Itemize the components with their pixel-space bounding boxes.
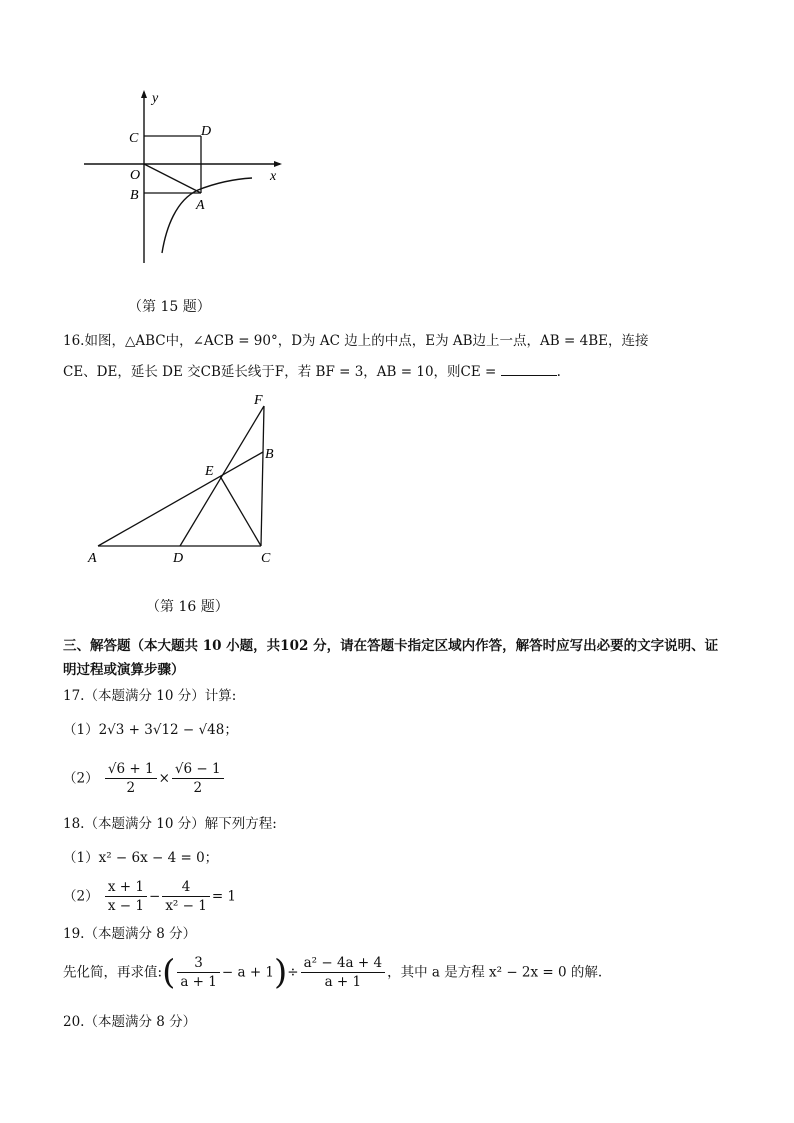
label-d: D: [201, 124, 212, 139]
label-e: E: [205, 464, 214, 479]
segment-ab: [98, 452, 263, 546]
numerator: a² − 4a + 4: [301, 954, 385, 973]
left-paren: (: [162, 952, 176, 993]
expression-term: − a + 1: [221, 964, 275, 981]
q17-part2-label: （2）: [63, 770, 99, 787]
label-b: B: [130, 188, 139, 203]
hyperbola-curve: [162, 178, 252, 253]
q19-suffix: ，其中 a 是方程 x² − 2x = 0 的解.: [387, 964, 603, 981]
q18-part1-expr: x² − 6x − 4 = 0；: [98, 850, 219, 866]
x-axis-arrow: [274, 161, 282, 167]
q19-body: [63, 954, 602, 991]
numerator: 4: [162, 878, 210, 897]
numerator: √6 + 1: [105, 760, 157, 779]
denominator: 2: [126, 780, 136, 796]
fraction: [177, 954, 220, 991]
label-o: O: [130, 168, 141, 183]
q16-line1: 16.如图，△ABC中，∠ACB = 90°，D为 AC 边上的中点，E为 AB边上一点，AB = 4BE，连接: [63, 333, 649, 349]
numerator: x + 1: [105, 878, 147, 897]
denominator: a + 1: [324, 974, 362, 990]
fraction: [301, 954, 385, 991]
label-a: A: [88, 551, 97, 566]
q16-line2: [63, 361, 561, 382]
q17-part1-expr: 2√3 + 3√12 − √48；: [98, 722, 238, 738]
q17-part1-label: （1）: [63, 722, 99, 738]
denominator: x − 1: [107, 898, 144, 914]
label-c: C: [129, 131, 139, 146]
label-y: y: [152, 91, 159, 106]
q18-part1: [63, 848, 218, 868]
q20-header: 20.（本题满分 8 分）: [63, 1014, 197, 1030]
fraction: [162, 878, 210, 915]
answer-blank: [501, 361, 557, 376]
right-paren: ): [274, 952, 288, 993]
q18-part2-label: （2）: [63, 888, 99, 905]
q16-period: .: [556, 364, 561, 380]
division-operator: ÷: [287, 964, 299, 981]
label-d: D: [173, 551, 184, 566]
q17-part1: [63, 720, 238, 740]
label-f: F: [254, 393, 263, 408]
y-axis-arrow: [141, 90, 147, 98]
segment-ec: [220, 476, 261, 546]
label-b: B: [265, 447, 274, 462]
numerator: 3: [177, 954, 220, 973]
denominator: 2: [193, 780, 203, 796]
q19-header: 19.（本题满分 8 分）: [63, 926, 197, 942]
segment-df: [180, 406, 264, 546]
label-a: A: [196, 198, 205, 213]
figure-15-caption: （第 15 题）: [128, 299, 211, 315]
denominator: x² − 1: [165, 898, 207, 914]
q16-line2-text: CE、DE，延长 DE 交CB延长线于F，若 BF = 3，AB = 10，则CE =: [63, 364, 497, 380]
label-c: C: [261, 551, 271, 566]
q18-header: 18.（本题满分 10 分）解下列方程:: [63, 816, 277, 832]
q17-part2: [63, 760, 226, 797]
segment-cf: [261, 406, 264, 546]
label-x: x: [270, 169, 277, 184]
section-3-heading-line2: 明过程或演算步骤）: [63, 662, 185, 678]
q18-part2: [63, 878, 236, 915]
q19-prefix: 先化简，再求值:: [63, 964, 163, 981]
segment-oa: [144, 164, 201, 193]
fraction: [105, 760, 157, 797]
figure-16-caption: （第 16 题）: [146, 599, 229, 615]
fraction: [105, 878, 147, 915]
numerator: √6 − 1: [172, 760, 224, 779]
fraction: [172, 760, 224, 797]
q17-header: 17.（本题满分 10 分）计算:: [63, 688, 237, 704]
section-3-heading-line1: 三、解答题（本大题共 10 小题，共102 分，请在答题卡指定区域内作答，解答时应写出必要的文字说明、证: [63, 638, 719, 654]
equation-rhs: = 1: [211, 888, 237, 905]
figure-15: [70, 88, 310, 273]
operator: ×: [158, 770, 170, 787]
figure-16: [80, 388, 300, 568]
operator: −: [149, 888, 161, 905]
q18-part1-label: （1）: [63, 850, 99, 866]
denominator: a + 1: [180, 974, 217, 990]
